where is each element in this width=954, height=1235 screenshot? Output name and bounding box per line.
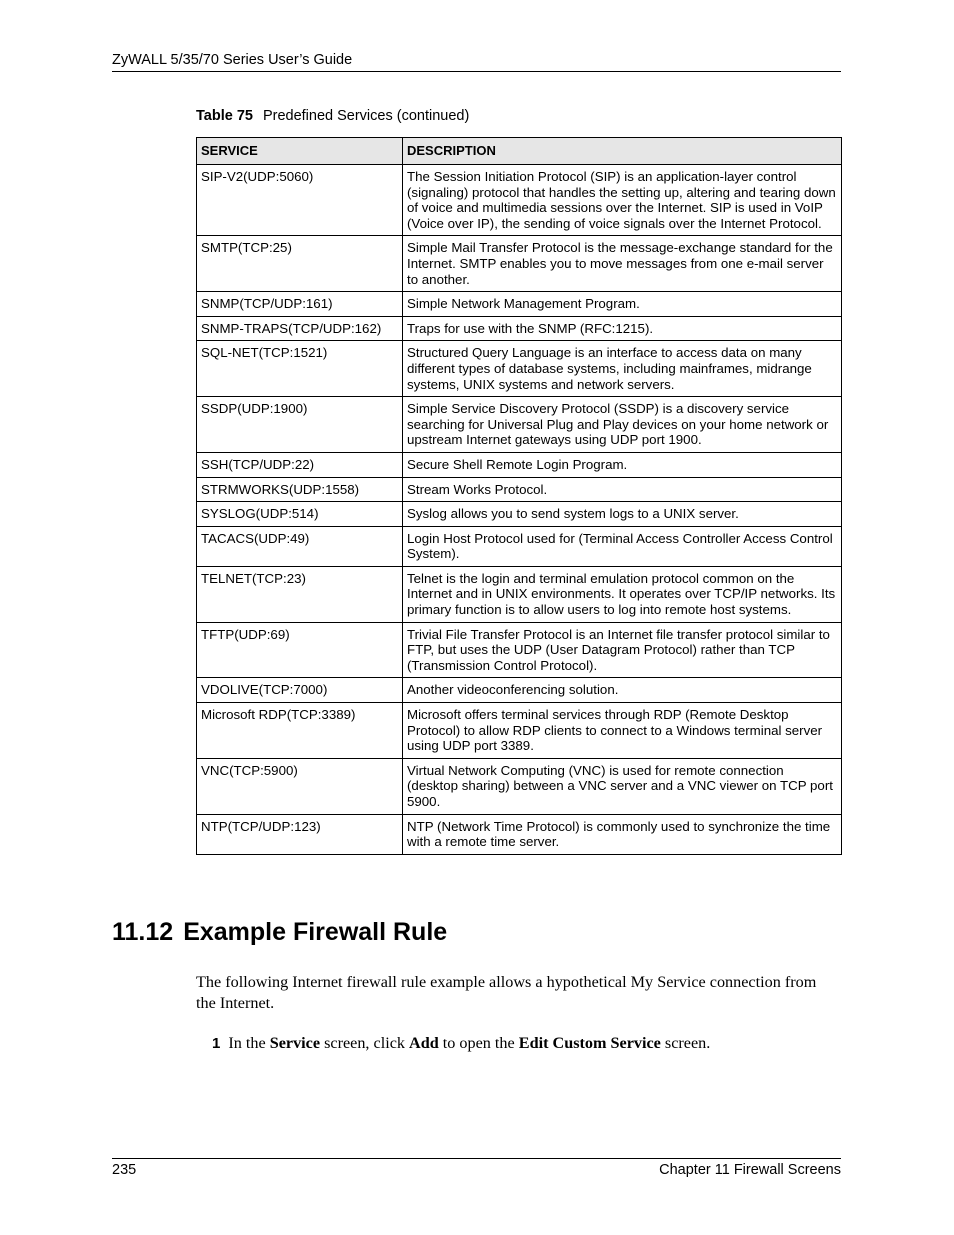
description-cell: Trivial File Transfer Protocol is an Internet file transfer protocol similar to FTP, but uses the UDP (User Datagram Protocol) rather than TCP (Transmission Control Protocol). [403, 622, 842, 678]
table-row [197, 526, 842, 566]
description-cell: Syslog allows you to send system logs to a UNIX server. [403, 502, 842, 527]
section-title: Example Firewall Rule [183, 918, 448, 946]
column-header-description: DESCRIPTION [403, 138, 842, 165]
table-row [197, 814, 842, 854]
table-row [197, 452, 842, 477]
description-cell: Structured Query Language is an interface to access data on many different types of database systems, including mainframes, midrange systems, UNIX systems and network servers. [403, 341, 842, 397]
service-cell: SNMP(TCP/UDP:161) [197, 292, 403, 317]
description-cell: Login Host Protocol used for (Terminal Access Controller Access Control System). [403, 526, 842, 566]
service-cell: SIP-V2(UDP:5060) [197, 165, 403, 236]
table-caption [196, 108, 469, 124]
table-row [197, 477, 842, 502]
description-cell: Stream Works Protocol. [403, 477, 842, 502]
footer-divider [112, 1158, 841, 1159]
column-header-service: SERVICE [197, 138, 403, 165]
table-row [197, 566, 842, 622]
ui-term-edit-custom-service: Edit Custom Service [518, 1034, 661, 1052]
page-number: 235 [112, 1162, 137, 1178]
service-cell: TELNET(TCP:23) [197, 566, 403, 622]
description-cell: NTP (Network Time Protocol) is commonly used to synchronize the time with a remote time server. [403, 814, 842, 854]
footer-chapter-title: Chapter 11 Firewall Screens [659, 1162, 841, 1178]
step-item [212, 1034, 710, 1053]
service-cell: SSDP(UDP:1900) [197, 397, 403, 453]
table-row [197, 678, 842, 703]
header-divider [112, 71, 841, 72]
step-text: In the [228, 1034, 270, 1052]
table-header-row [197, 138, 842, 165]
service-cell: SYSLOG(UDP:514) [197, 502, 403, 527]
description-cell: Telnet is the login and terminal emulation protocol common on the Internet and in UNIX environments. It operates over TCP/IP networks. Its primary function is to allow users to log into remote host systems. [403, 566, 842, 622]
service-cell: SSH(TCP/UDP:22) [197, 452, 403, 477]
step-text: to open the [438, 1034, 519, 1052]
running-header: ZyWALL 5/35/70 Series User’s Guide [112, 52, 353, 68]
table-row [197, 165, 842, 236]
service-cell: STRMWORKS(UDP:1558) [197, 477, 403, 502]
table-row [197, 236, 842, 292]
intro-paragraph: The following Internet firewall rule example allows a hypothetical My Service connection from the Internet. [196, 973, 817, 1012]
table-caption-title: Predefined Services (continued) [262, 108, 470, 124]
service-cell: SNMP-TRAPS(TCP/UDP:162) [197, 316, 403, 341]
service-cell: NTP(TCP/UDP:123) [197, 814, 403, 854]
table-row [197, 502, 842, 527]
description-cell: Secure Shell Remote Login Program. [403, 452, 842, 477]
table-caption-number: Table 75 [196, 108, 253, 124]
table-row [197, 758, 842, 814]
table-row [197, 341, 842, 397]
table-row [197, 622, 842, 678]
table-row [197, 397, 842, 453]
service-cell: SQL-NET(TCP:1521) [197, 341, 403, 397]
service-cell: VNC(TCP:5900) [197, 758, 403, 814]
step-text: screen. [660, 1034, 711, 1052]
service-cell: TACACS(UDP:49) [197, 526, 403, 566]
description-cell: Simple Mail Transfer Protocol is the message-exchange standard for the Internet. SMTP enables you to move messages from one e-mail server to another. [403, 236, 842, 292]
service-cell: VDOLIVE(TCP:7000) [197, 678, 403, 703]
section-heading [112, 918, 447, 947]
table-row [197, 292, 842, 317]
table-row [197, 316, 842, 341]
ui-term-add: Add [409, 1034, 439, 1052]
description-cell: Another videoconferencing solution. [403, 678, 842, 703]
description-cell: The Session Initiation Protocol (SIP) is an application-layer control (signaling) protocol that handles the setting up, altering and tearing down of voice and multimedia sessions over the Internet. SIP is used in VoIP (Voice over IP), the sending of voice signals over the Internet Protocol. [403, 165, 842, 236]
service-cell: TFTP(UDP:69) [197, 622, 403, 678]
step-number: 1 [212, 1035, 221, 1052]
table-row [197, 703, 842, 759]
description-cell: Simple Network Management Program. [403, 292, 842, 317]
predefined-services-table [196, 137, 842, 855]
description-cell: Traps for use with the SNMP (RFC:1215). [403, 316, 842, 341]
table-body [197, 165, 842, 855]
ui-term-service: Service [269, 1034, 321, 1052]
description-cell: Virtual Network Computing (VNC) is used for remote connection (desktop sharing) between a VNC server and a VNC viewer on TCP port 5900. [403, 758, 842, 814]
section-number: 11.12 [112, 918, 174, 946]
step-text: screen, click [320, 1034, 410, 1052]
description-cell: Microsoft offers terminal services through RDP (Remote Desktop Protocol) to allow RDP clients to connect to a Windows terminal server using UDP port 3389. [403, 703, 842, 759]
service-cell: SMTP(TCP:25) [197, 236, 403, 292]
service-cell: Microsoft RDP(TCP:3389) [197, 703, 403, 759]
description-cell: Simple Service Discovery Protocol (SSDP) is a discovery service searching for Universal Plug and Play devices on your home network or upstream Internet gateways using UDP port 1900. [403, 397, 842, 453]
